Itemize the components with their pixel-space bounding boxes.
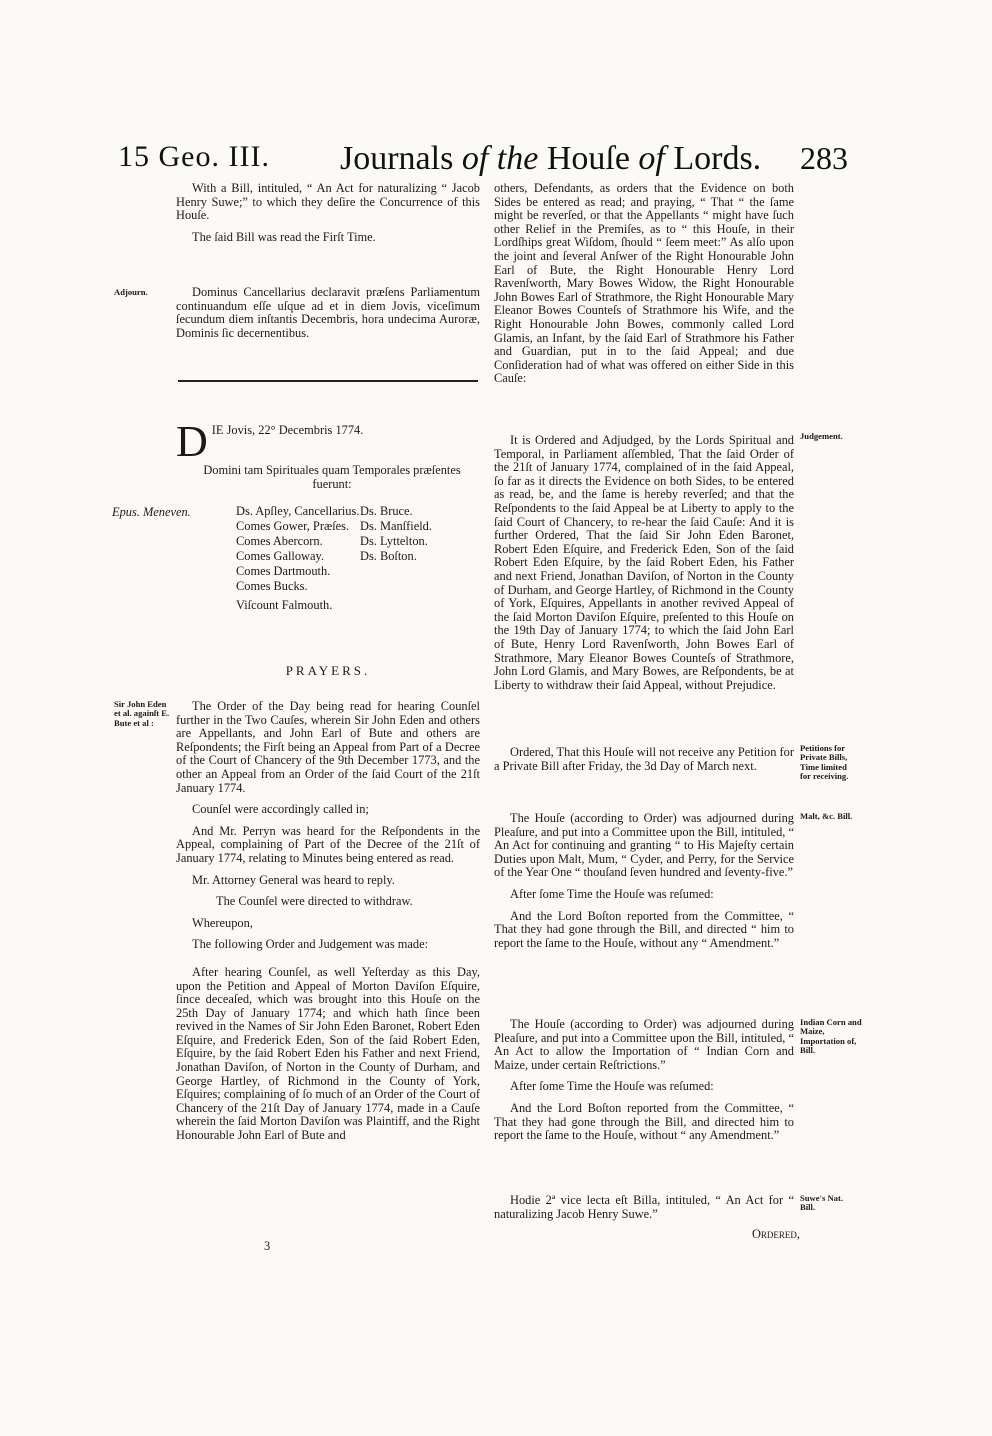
- title-part: Journals: [340, 140, 462, 177]
- prayers-heading: PRAYERS.: [285, 663, 371, 678]
- right-body-top: [494, 182, 794, 394]
- paragraph: Counſel were accordingly called in;: [192, 802, 369, 817]
- drop-cap: D: [176, 417, 208, 466]
- date-heading: [176, 417, 480, 466]
- margin-note-judgement: Judgement.: [800, 431, 843, 441]
- attendance-list-b: [360, 504, 460, 564]
- margin-note-corn: Indian Corn and Maize, Importation of, Bill.: [800, 1017, 862, 1056]
- attendee: Comes Bucks.: [236, 579, 308, 593]
- attendee: Comes Galloway.: [236, 549, 324, 563]
- hodie-block: [494, 1194, 794, 1229]
- paragraph: After ſome Time the Houſe was reſumed:: [510, 1079, 714, 1094]
- present-lords: Domini tam Spirituales quam Temporales præſentes fuerunt:: [203, 463, 461, 491]
- attendee: Viſcount Falmouth.: [236, 598, 333, 612]
- running-head-title: [340, 140, 761, 178]
- adjourn-block: [176, 286, 480, 348]
- paragraph: And the Lord Boſton reported from the Committee, “ That they had gone through the Bill, and directed him to report the ſame to the Houſe, without “ any Amendment.”: [494, 1100, 794, 1143]
- malt-block: [494, 812, 794, 958]
- attendee: Ds. Apſley, Cancellarius.: [236, 504, 360, 518]
- date-text: IE Jovis, 22° Decembris 1774.: [211, 423, 364, 437]
- title-part: of: [638, 140, 665, 177]
- bill-read-text: The ſaid Bill was read the Firſt Time.: [192, 229, 376, 244]
- judgement-block: [494, 434, 794, 700]
- section-divider: [178, 380, 478, 382]
- bishop-name: Epus. Meneven.: [112, 505, 191, 519]
- attendee: Ds. Boſton.: [360, 549, 417, 563]
- running-head-left: 15 Geo. III.: [118, 140, 270, 173]
- attendee: Comes Gower, Præſes.: [236, 519, 350, 533]
- paragraph: And the Lord Boſton reported from the Committee, “ That they had gone through the Bill, and directed “ him to report the ſame to the Houſe, without any “ Amendment.”: [494, 908, 794, 950]
- paragraph: And Mr. Perryn was heard for the Reſpondents in the Appeal, complaining of Part of the Decree of the 21ſt of January 1774, relating to Minutes being entered as read.: [176, 823, 480, 865]
- corn-block: [494, 1018, 794, 1151]
- paragraph: The Order of the Day being read for hearing Counſel further in the Two Cauſes, wherein Sir John Eden and others are Appellants, and John Earl of Bute and others are Reſpondents; the Firſt being an Appeal from Part of a Decree of the Court of Chancery of the 9th December 1773, and the other an Appeal from an Order of the ſaid Court of the 21ſt January 1774.: [176, 699, 480, 795]
- paragraph: Mr. Attorney General was heard to reply.: [192, 872, 395, 887]
- paragraph: After ſome Time the Houſe was reſumed:: [510, 886, 714, 901]
- bishop-attendee: [112, 506, 222, 520]
- paragraph: The following Order and Judgement was made:: [192, 937, 429, 952]
- catchword: Ordered,: [751, 1227, 800, 1241]
- paragraph: Hodie 2ª vice lecta eſt Billa, intituled, “ An Act for “ naturalizing Jacob Henry Suwe.”: [494, 1193, 794, 1221]
- attendee: Ds. Manſfield.: [360, 519, 432, 533]
- paragraph: The Houſe (according to Order) was adjourned during Pleaſure, and put into a Committee upon the Bill, intituled, “ An Act for continuing and granting “ to His Majeſty certain Duties upon Malt, Mum, “ Cyder, and Perry, for the Service of the Year One “ thouſand ſeven hundred and ſeventy-five.”: [494, 811, 794, 880]
- paragraph: It is Ordered and Adjudged, by the Lords Spiritual and Temporal, in Parliament aſſembled, That the ſaid Order of the 21ſt of January 1774, complained of in the ſaid Appeal, ſo far as it directs the Evidence on both Sides, to be entered as read, be, and the ſame is hereby reverſed; and that the Reſpondents to the ſaid Appeal be at Liberty to apply to the ſaid Court of Chancery, to re-hear the ſaid Cauſe: And it is further Ordered, That the ſaid Sir John Eden Baronet, Robert Eden Eſquire, and Frederick Eden, Son of the ſaid Robert Eden Eſquire, by the ſaid Robert Eden, his Father and next Friend, Jonathan Daviſon, of Norton in the County of Durham, and George Hartley, of Richmond in the County of York, Eſquires, Appellants in another revived Appeal of the ſaid Morton Daviſon Eſquire, preſented to this Houſe on the 19th Day of January 1774; to which the ſaid John Earl of Bute, Henry Lord Ravenſworth, John Bowes Earl of Strathmore, Mary Eleanor Bowes Counteſs of Strathmore, John Lord Glamis, and Mary Bowes, are Reſpondents, be at Liberty to withdraw their ſaid Appeal, without Prejudice.: [494, 433, 794, 692]
- margin-note-case: Sir John Eden et al. againſt E. Bute et al :: [114, 699, 170, 728]
- attendee: Comes Abercorn.: [236, 534, 323, 548]
- title-part: Houſe: [538, 140, 639, 177]
- margin-note-adjourn: Adjourn.: [114, 287, 148, 297]
- bill-receipt-text: With a Bill, intituled, “ An Act for naturalizing “ Jacob Henry Suwe;” to which they deſire the Concurrence of this Houſe.: [176, 181, 480, 223]
- petitions-block: [494, 746, 794, 781]
- margin-note-suwe: Suwe's Nat. Bill.: [800, 1193, 843, 1213]
- attendee: Ds. Bruce.: [360, 504, 413, 518]
- paragraph: After hearing Counſel, as well Yeſterday as this Day, upon the Petition and Appeal of Morton Daviſon Eſquire, ſince deceaſed, which was brought into this Houſe on the 25th Day of January 1774; and which hath ſince been revived in the Names of Sir John Eden Baronet, Robert Eden Eſquire, and Frederick Eden, Son of the ſaid Robert Eden, Eſquire, by the ſaid Robert Eden his Father and next Friend, Jonathan Daviſon, of Norton in the County of Durham, and George Hartley, of Richmond in the County of York, Eſquires; complaining of ſo much of an Order of the Court of Chancery of the 21ſt Day of January 1774, made in a Cauſe wherein the ſaid Morton Daviſon was Plaintiff, and the Right Honourable John Earl of Bute and: [176, 964, 480, 1143]
- paragraph: Ordered, That this Houſe will not receive any Petition for a Private Bill after Friday, the 3d Day of March next.: [494, 745, 794, 773]
- paragraph: The Houſe (according to Order) was adjourned during Pleaſure, and put into a Committee upon the Bill, intituled, “ An Act to allow the Importation of “ Indian Corn and Maize, under certain Reſtrictions.”: [494, 1017, 794, 1072]
- title-part: Lords.: [664, 140, 762, 177]
- attendee: Comes Dartmouth.: [236, 564, 331, 578]
- paragraph: Whereupon,: [192, 915, 253, 930]
- adjourn-text: Dominus Cancellarius declaravit præſens Parliamentum continuandum eſſe uſque ad et in diem Jovis, viceſimum ſecundum diem inſtantis Decembris, hora undecima Auroræ, Dominis ſic decernentibus.: [176, 285, 480, 340]
- paragraph: others, Defendants, as orders that the Evidence on both Sides be entered as read; and praying, “ That “ the ſame might be reverſed, or that the Appellants “ might have ſuch other Relief in the Premiſes, as to “ this Houſe, in their Lordſhips great Wiſdom, ſhould “ ſeem meet:” As alſo upon the joint and ſeveral Anſwer of the Right Honourable John Earl of Bute, the Right Honourable Henry Lord Ravenſworth, Mary Bowes Widow, the Right Honourable John Bowes Earl of Strathmore, the Right Honourable Mary Eleanor Bowes Counteſs of Strathmore his Wife, and the Right Honourable John Bowes, commonly called Lord Glamis, an Infant, by the ſaid Earl of Strathmore his Father and Guardian, put in to the ſaid Appeal; and due Conſideration had of what was offered on either Side in this Cauſe:: [494, 181, 794, 386]
- margin-note-malt: Malt, &c. Bill.: [800, 811, 853, 821]
- page-number: 283: [800, 140, 848, 176]
- margin-note-petitions: Petitions for Private Bills, Time limited for receiving.: [800, 743, 849, 782]
- left-body-text: [176, 700, 480, 1151]
- paragraph: The Counſel were directed to withdraw.: [216, 894, 413, 909]
- attendee: Ds. Lyttelton.: [360, 534, 428, 548]
- signature-mark: 3: [264, 1239, 271, 1253]
- attendance-list-a: [236, 504, 364, 613]
- title-part: of the: [461, 140, 539, 177]
- bill-receipt-block: [176, 182, 480, 252]
